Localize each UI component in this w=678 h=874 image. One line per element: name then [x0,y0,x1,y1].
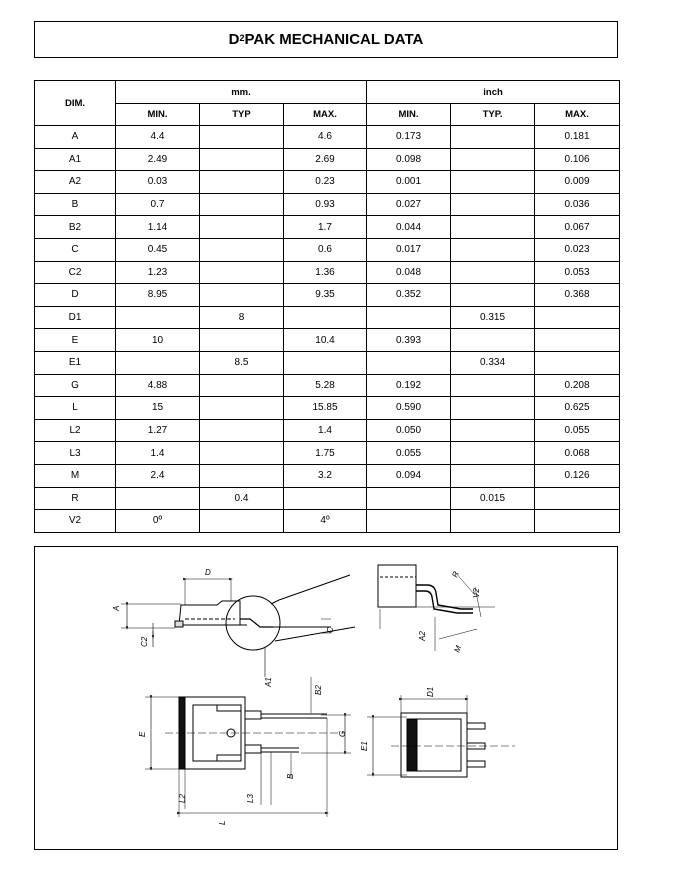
value-cell: 0.315 [451,306,535,329]
value-cell: 0.208 [535,374,620,397]
value-cell: 0.050 [367,419,451,442]
value-cell: 0.393 [367,329,451,352]
value-cell [284,351,367,374]
table-row [35,351,620,374]
value-cell: 0.352 [367,284,451,307]
title-rest: PAK MECHANICAL DATA [244,31,424,48]
value-cell [451,419,535,442]
value-cell [367,487,451,510]
dim-cell: L3 [35,442,116,465]
table-row [35,148,620,171]
value-cell: 0.03 [116,171,200,194]
dim-cell: A2 [35,171,116,194]
mechanical-data-table [34,80,620,533]
value-cell: 0.192 [367,374,451,397]
dim-cell: C2 [35,261,116,284]
value-cell: 4.88 [116,374,200,397]
value-cell: 4.6 [284,126,367,149]
table-row [35,261,620,284]
value-cell [200,442,284,465]
dim-cell: B [35,193,116,216]
table-row [35,126,620,149]
value-cell [284,487,367,510]
value-cell [367,510,451,533]
dim-cell: V2 [35,510,116,533]
dim-header: DIM. [35,81,116,126]
page-title [34,21,618,58]
sub-header-mm-0: MIN. [116,104,200,126]
value-cell: 0.590 [367,397,451,420]
value-cell [200,238,284,261]
value-cell: 0.45 [116,238,200,261]
value-cell: 5.28 [284,374,367,397]
value-cell: 0.6 [284,238,367,261]
value-cell [200,329,284,352]
value-cell: 8.5 [200,351,284,374]
value-cell [451,238,535,261]
value-cell: 0.009 [535,171,620,194]
value-cell [451,171,535,194]
package-drawing [34,546,618,850]
value-cell: 0.368 [535,284,620,307]
value-cell: 9.35 [284,284,367,307]
value-cell [451,261,535,284]
value-cell: 0.068 [535,442,620,465]
value-cell: 0.334 [451,351,535,374]
value-cell [284,306,367,329]
value-cell [451,193,535,216]
value-cell [451,126,535,149]
value-cell: 0.625 [535,397,620,420]
value-cell [535,510,620,533]
value-cell: 1.4 [116,442,200,465]
value-cell [451,374,535,397]
label-D-side: D [205,568,211,577]
value-cell: 0.023 [535,238,620,261]
value-cell: 0.93 [284,193,367,216]
value-cell [116,306,200,329]
label-V2: V2 [472,588,481,598]
dim-cell: D [35,284,116,307]
value-cell [200,397,284,420]
value-cell [200,216,284,239]
table-row [35,193,620,216]
label-A: A [112,605,121,611]
value-cell: 0.23 [284,171,367,194]
value-cell: 0.055 [535,419,620,442]
sub-header-inch-1: TYP. [451,104,535,126]
value-cell: 0.044 [367,216,451,239]
table-row [35,284,620,307]
dim-cell: G [35,374,116,397]
dim-cell: R [35,487,116,510]
label-L: L [218,820,227,825]
sub-header-mm-2: MAX. [284,104,367,126]
dim-cell: L [35,397,116,420]
value-cell [200,374,284,397]
table-row [35,216,620,239]
value-cell [116,487,200,510]
value-cell: 0.4 [200,487,284,510]
dim-cell: L2 [35,419,116,442]
value-cell: 0.106 [535,148,620,171]
dim-cell: C [35,238,116,261]
value-cell: 1.23 [116,261,200,284]
label-C: C [326,627,335,633]
value-cell [200,284,284,307]
value-cell [200,193,284,216]
value-cell [451,284,535,307]
value-cell: 0.181 [535,126,620,149]
label-L2: L2 [178,794,187,803]
value-cell [451,510,535,533]
table-row [35,397,620,420]
value-cell: 3.2 [284,464,367,487]
label-R: R [450,570,461,579]
value-cell [451,148,535,171]
value-cell [200,464,284,487]
value-cell [451,329,535,352]
value-cell: 10.4 [284,329,367,352]
label-M: M [452,644,464,654]
label-C2: C2 [140,636,149,647]
value-cell: 0.001 [367,171,451,194]
table-row [35,238,620,261]
dim-cell: M [35,464,116,487]
table-row [35,464,620,487]
value-cell: 0º [116,510,200,533]
value-cell: 0.126 [535,464,620,487]
value-cell: 0.098 [367,148,451,171]
value-cell: 1.14 [116,216,200,239]
value-cell: 1.75 [284,442,367,465]
table-row [35,419,620,442]
detail-view [378,565,495,651]
value-cell: 10 [116,329,200,352]
table-row [35,374,620,397]
label-L3: L3 [246,794,255,803]
value-cell: 2.49 [116,148,200,171]
table-row [35,442,620,465]
label-A2: A2 [418,631,427,641]
title-superscript: 2 [239,32,245,43]
value-cell: 1.7 [284,216,367,239]
bottom-view [367,695,515,777]
value-cell: 0.055 [367,442,451,465]
title-prefix: D [228,31,240,48]
value-cell: 8.95 [116,284,200,307]
value-cell: 0.048 [367,261,451,284]
value-cell [535,351,620,374]
dim-cell: E1 [35,351,116,374]
value-cell [535,487,620,510]
value-cell [200,419,284,442]
dim-cell: A1 [35,148,116,171]
value-cell [200,126,284,149]
value-cell [451,397,535,420]
value-cell: 1.27 [116,419,200,442]
value-cell: 0.094 [367,464,451,487]
value-cell [200,148,284,171]
sub-header-inch-0: MIN. [367,104,451,126]
label-G: G [338,730,347,737]
label-A1: A1 [264,677,273,687]
value-cell: 1.4 [284,419,367,442]
value-cell [200,510,284,533]
dim-cell: A [35,126,116,149]
value-cell: 0.036 [535,193,620,216]
mm-group-header: mm. [116,81,367,104]
inch-group-header: inch [367,81,620,104]
value-cell [451,216,535,239]
drawing-labels [112,568,481,825]
table-row [35,306,620,329]
value-cell: 2.4 [116,464,200,487]
package-drawing-svg [35,547,619,851]
value-cell [367,306,451,329]
value-cell: 0.7 [116,193,200,216]
sub-header-mm-1: TYP [200,104,284,126]
side-view [121,575,355,677]
value-cell: 2.69 [284,148,367,171]
dim-cell: B2 [35,216,116,239]
value-cell [451,464,535,487]
value-cell: 0.173 [367,126,451,149]
table-row [35,510,620,533]
value-cell [451,442,535,465]
value-cell [116,351,200,374]
value-cell [200,261,284,284]
value-cell: 15 [116,397,200,420]
value-cell: 4.4 [116,126,200,149]
label-E1: E1 [360,741,369,751]
value-cell [367,351,451,374]
value-cell: 0.015 [451,487,535,510]
value-cell: 0.027 [367,193,451,216]
table-row [35,487,620,510]
label-D1: D1 [426,686,435,697]
value-cell: 0.017 [367,238,451,261]
value-cell: 15.85 [284,397,367,420]
dim-cell: E [35,329,116,352]
table-row [35,171,620,194]
value-cell [200,171,284,194]
value-cell [535,329,620,352]
table-row [35,329,620,352]
value-cell: 4º [284,510,367,533]
dim-cell: D1 [35,306,116,329]
value-cell: 8 [200,306,284,329]
sub-header-inch-2: MAX. [535,104,620,126]
label-E: E [138,731,147,737]
label-B2: B2 [314,685,323,695]
label-B: B [286,773,295,779]
value-cell: 0.067 [535,216,620,239]
value-cell: 1.36 [284,261,367,284]
value-cell [535,306,620,329]
value-cell: 0.053 [535,261,620,284]
